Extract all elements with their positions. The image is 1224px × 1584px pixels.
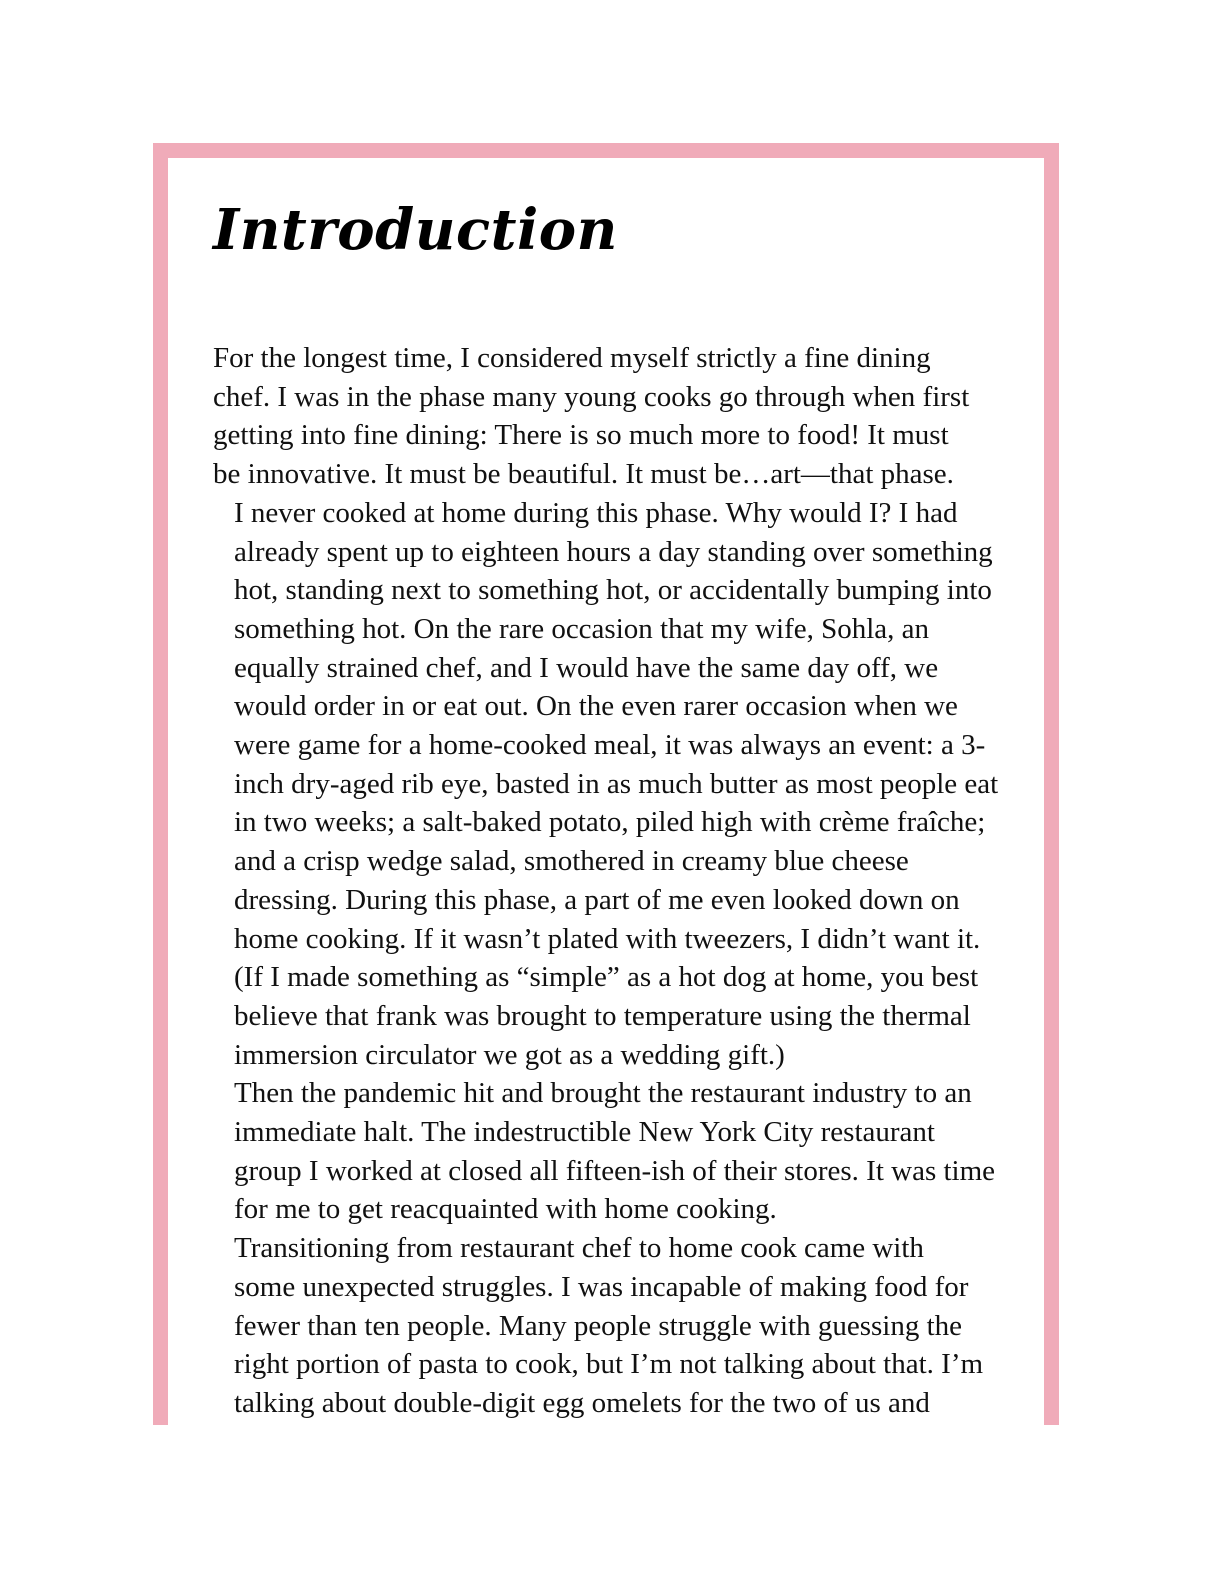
text-line: were game for a home-cooked meal, it was always an event: a 3- [234,729,986,762]
text-line: Then the pandemic hit and brought the restaurant industry to an [234,1077,972,1110]
paragraph [213,339,1003,494]
text-line: inch dry-aged rib eye, basted in as much butter as most people eat [234,767,999,800]
text-line: hot, standing next to something hot, or accidentally bumping into [234,574,992,607]
text-line: (If I made something as “simple” as a hot dog at home, you best [234,961,979,994]
text-line: some unexpected struggles. I was incapable of making food for [234,1270,969,1303]
chapter-body [213,339,1003,1423]
paragraph [213,1074,1003,1229]
text-line: getting into fine dining: There is so much more to food! It must [213,419,949,452]
text-line: in two weeks; a salt-baked potato, piled high with crème fraîche; [234,806,986,839]
text-line: I never cooked at home during this phase. Why would I? I had [234,496,958,529]
text-line: immediate halt. The indestructible New York City restaurant [234,1116,935,1149]
paragraph [213,1229,1003,1423]
text-line: dressing. During this phase, a part of me even looked down on [234,883,960,916]
text-line: be innovative. It must be beautiful. It must be…art—that phase. [213,458,954,491]
text-line: equally strained chef, and I would have the same day off, we [234,651,939,684]
text-line: believe that frank was brought to temperature using the thermal [234,999,971,1032]
text-line: for me to get reacquainted with home cooking. [234,1193,777,1226]
chapter-title: Introduction [213,197,618,263]
text-line: immersion circulator we got as a wedding gift.) [234,1038,785,1071]
text-line: For the longest time, I considered myself strictly a fine dining [213,342,931,374]
page-content [213,190,1003,1423]
text-line: Transitioning from restaurant chef to home cook came with [234,1232,924,1265]
text-line: already spent up to eighteen hours a day standing over something [234,535,993,568]
text-line: something hot. On the rare occasion that my wife, Sohla, an [234,612,930,645]
text-line: would order in or eat out. On the even rarer occasion when we [234,690,958,723]
text-line: right portion of pasta to cook, but I’m not talking about that. I’m [234,1348,984,1381]
text-line: and a crisp wedge salad, smothered in creamy blue cheese [234,845,909,878]
text-line: talking about double-digit egg omelets for the two of us and [234,1386,930,1419]
text-line: group I worked at closed all fifteen-ish of their stores. It was time [234,1154,996,1187]
text-line: chef. I was in the phase many young cooks go through when first [213,380,970,413]
text-line: home cooking. If it wasn’t plated with tweezers, I didn’t want it. [234,922,981,955]
paragraph [213,494,1003,1075]
text-line: fewer than ten people. Many people struggle with guessing the [234,1309,963,1342]
